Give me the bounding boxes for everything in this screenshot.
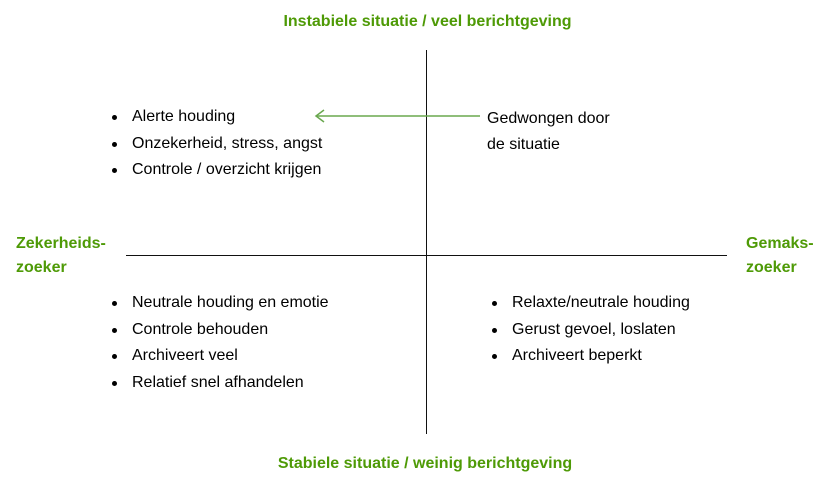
list-item: Gerust gevoel, loslaten xyxy=(486,319,690,346)
list-item: Controle / overzicht krijgen xyxy=(106,159,322,186)
left-axis-label xyxy=(16,232,126,280)
bottom-axis-label: Stabiele situatie / weinig berichtgeving xyxy=(277,455,573,472)
list-item: Relaxte/neutrale houding xyxy=(486,292,690,319)
list-item: Onzekerheid, stress, angst xyxy=(106,133,322,160)
list-item: Relatief snel afhandelen xyxy=(106,372,329,399)
right-axis-label-line-1: Gemaks- xyxy=(746,235,814,252)
top-right-note-line-1: Gedwongen door xyxy=(487,110,610,127)
top-right-note xyxy=(487,106,610,158)
right-axis-label xyxy=(746,232,826,280)
list-item: Alerte houding xyxy=(106,106,322,133)
list-item: Controle behouden xyxy=(106,319,329,346)
bottom-left-quadrant-list xyxy=(106,292,329,398)
list-item: Archiveert beperkt xyxy=(486,345,690,372)
top-left-quadrant-list xyxy=(106,106,322,186)
top-axis-label: Instabiele situatie / veel berichtgeving xyxy=(283,13,572,30)
horizontal-axis-line xyxy=(126,255,727,256)
list-item: Neutrale houding en emotie xyxy=(106,292,329,319)
list-item: Archiveert veel xyxy=(106,345,329,372)
top-right-note-line-2: de situatie xyxy=(487,136,560,153)
left-axis-label-line-2: zoeker xyxy=(16,259,67,276)
left-axis-label-line-1: Zekerheids- xyxy=(16,235,106,252)
bottom-right-quadrant-list xyxy=(486,292,690,372)
right-axis-label-line-2: zoeker xyxy=(746,259,797,276)
arrow-left-icon xyxy=(300,108,486,124)
